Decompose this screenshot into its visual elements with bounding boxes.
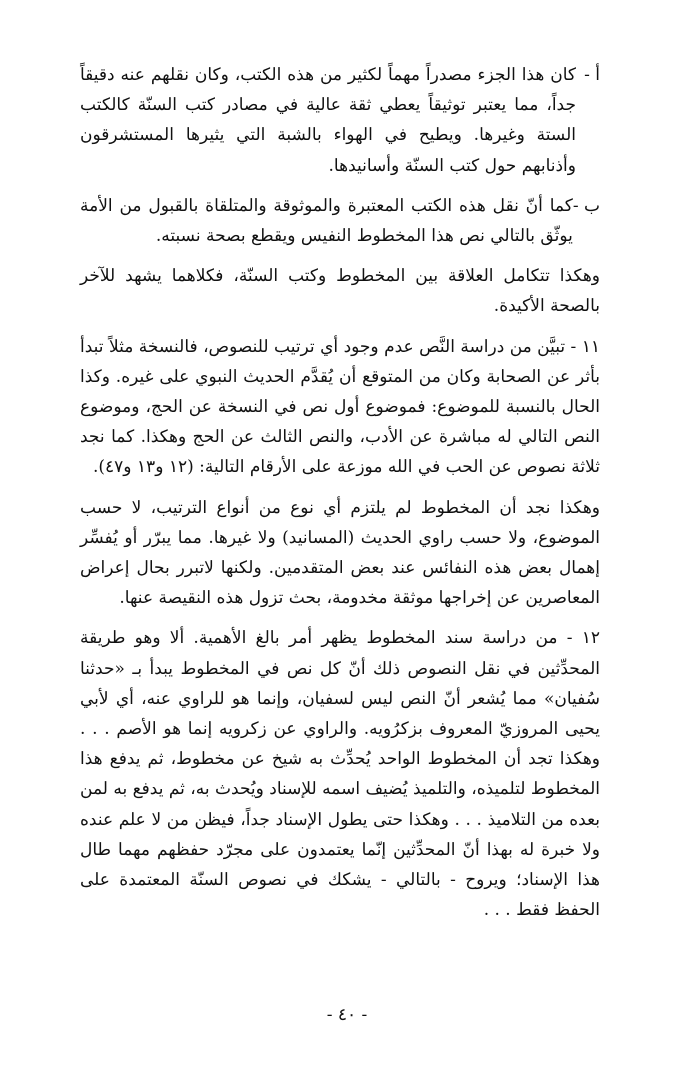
list-item-ba [80, 191, 600, 251]
page-number: - ٤٠ - [326, 1005, 368, 1025]
paragraph: وهكذا تتكامل العلاقة بين المخطوط وكتب السنّة، فكلاهما يشهد للآخر بالصحة الأكيدة. [80, 266, 600, 317]
list-marker: ب - [572, 195, 600, 216]
paragraph: وهكذا نجد أن المخطوط لم يلتزم أي نوع من أنواع الترتيب، لا حسب الموضوع، ولا حسب راوي الحديث (المسانيد) ولا غيرها. مما يبرّر أو يُفسِّر إهمال بعض هذه النفائس عند بعض المتقدمين. ولكنها لاتبرر بحال إعراض المعاصرين عن إخراجها موثقة مخدومة، بحث تزول هذه النقيصة عنها. [80, 497, 600, 609]
list-item-text: كان هذا الجزء مصدراً مهماً لكثير من هذه الكتب، وكان نقلهم عنه دقيقاً جداً، مما يعتبر توثيقاً يعطي ثقة عالية في مصادر كتب السنّة كالكتب الستة وغيرها. ويطيح في الهواء بالشبة التي يثيرها المستشرقون وأذنابهم حول كتب السنّة وأسانيدها. [80, 65, 576, 176]
list-marker: أ - [584, 65, 600, 85]
paragraph-numbered-12: ١٢ - من دراسة سند المخطوط يظهر أمر بالغ الأهمية. ألا وهو طريقة المحدِّثين في نقل النصوص ذلك أنّ كل نص في المخطوط يبدأ بـ «حدثنا سُفيان» مما يُشعر أنّ النص ليس لسفيان، وإنما هو للراوي عنه، أي لأبي يحيى المروزيّ المعروف بزكرُويه. والراوي عن زكرويه إنما هو الأصم . . . وهكذا تجد أن المخطوط الواحد يُحدِّث به شيخ عن مخطوط، ثم يدفع هذا المخطوط لتلميذه، والتلميذ يُضيف اسمه للإسناد ويُحدث به، ثم يدفع به لمن بعده من التلاميذ . . . وهكذا حتى يطول الإسناد جداً، فيظن من لا علم عنده ولا خبرة له بهذا أنّ المحدِّثين إنّما يعتمدون على مجرّد حفظهم مهما طال هذا الإسناد؛ ويروح - بالتالي - يشكك في نصوص السنّة المعتمدة على الحفظ فقط . . . [80, 628, 600, 921]
list-item-text: كما أنّ نقل هذه الكتب المعتبرة والموثوقة والمتلقاة بالقبول من الأمة يوثّق بالتالي نص هذا المخطوط النفيس ويقطع بصحة نسبته. [80, 195, 573, 247]
paragraph-numbered-11: ١١ - تبيَّن من دراسة النَّص عدم وجود أي ترتيب للنصوص، فالنسخة مثلاً تبدأ بأثر عن الصحابة وكان من المتوقع أن يُقدَّم الحديث النبوي على غيره. وكذا الحال بالنسبة للموضوع: فموضوع أول نص في النسخة عن الحج، وموضوع النص التالي له مباشرة عن الأدب، والنص الثالث عن الحج وهكذا. كما نجد ثلاثة نصوص عن الحب في الله موزعة على الأرقام التالية: (١٢ و١٣ و٤٧). [80, 336, 600, 478]
body-text [80, 60, 600, 935]
list-item-alef [80, 60, 600, 181]
